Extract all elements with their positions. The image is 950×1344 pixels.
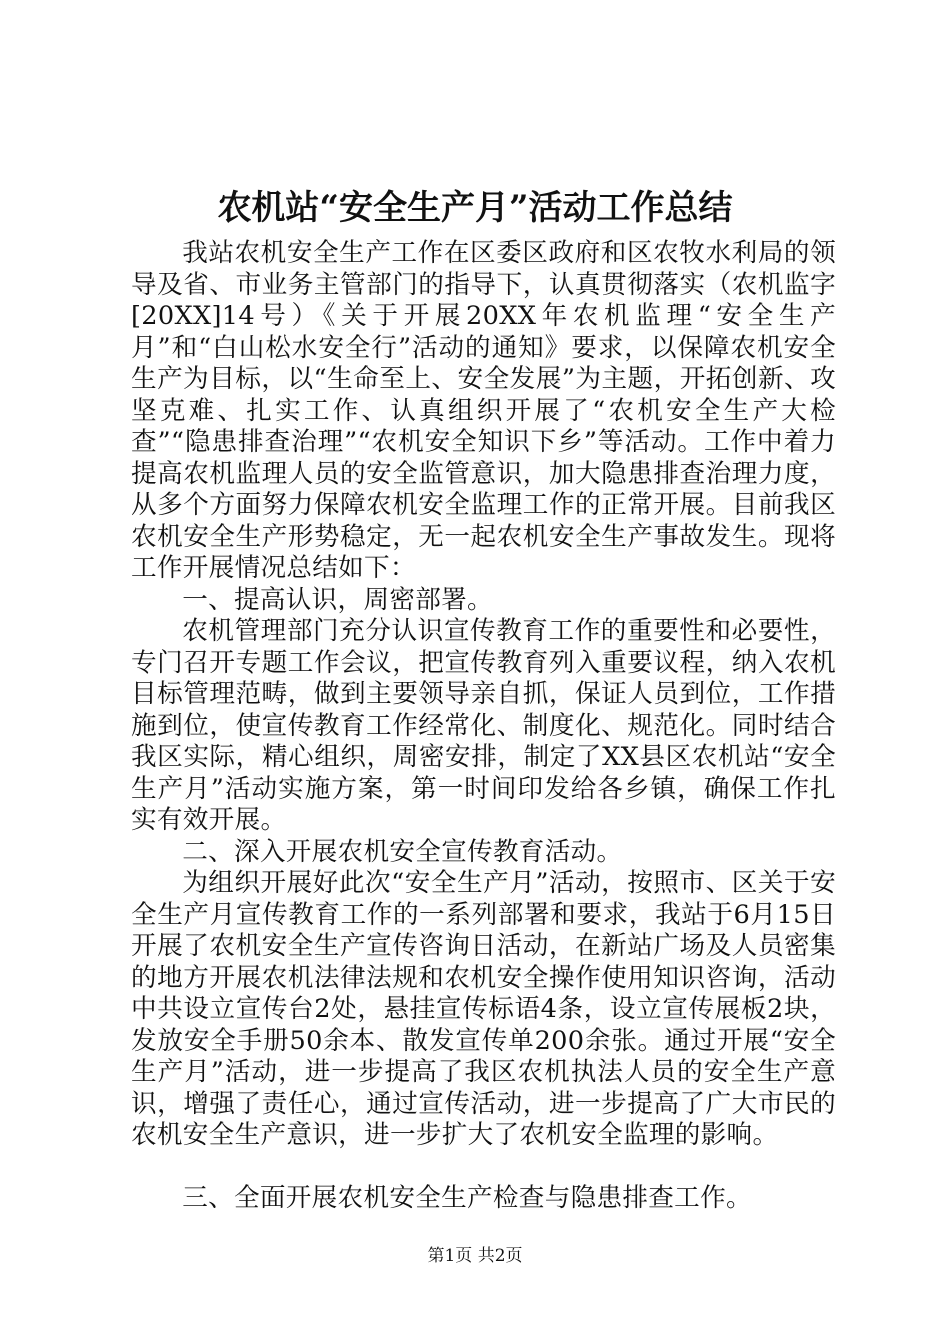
section-paragraph-2: 为组织开展好此次“安全生产月”活动，按照市、区关于安全生产月宣传教育工作的一系列部署和要求，我站于6月15日开展了农机安全生产宣传咨询日活动，在新站广场及人员密集的地方开展农机法律法规和农机安全操作使用知识咨询，活动中共设立宣传台2处，悬挂宣传标语4条，设立宣传展板2块，发放安全手册50余本、散发宣传单200余张。通过开展“安全生产月”活动，进一步提高了我区农机执法人员的安全生产意识，增强了责任心，通过宣传活动，进一步提高了广大市民的农机安全生产意识，进一步扩大了农机安全监理的影响。	[131, 868, 836, 1150]
page-number-footer: 第1页 共2页	[427, 1246, 523, 1266]
intro-paragraph: 我站农机安全生产工作在区委区政府和区农牧水利局的领导及省、市业务主管部门的指导下，认真贯彻落实（农机监字[20XX]14号）《关于开展20XX年农机监理“安全生产月”和“白山松水安全行”活动的通知》要求，以保障农机安全生产为目标，以“生命至上、安全发展”为主题，开拓创新、攻坚克难、扎实工作、认真组织开展了“农机安全生产大检查”“隐患排查治理”“农机安全知识下乡”等活动。工作中着力提高农机监理人员的安全监管意识，加大隐患排查治理力度，从多个方面努力保障农机安全监理工作的正常开展。目前我区农机安全生产形势稳定，无一起农机安全生产事故发生。现将工作开展情况总结如下：	[131, 238, 836, 583]
section-paragraph-1: 农机管理部门充分认识宣传教育工作的重要性和必要性，专门召开专题工作会议，把宣传教育列入重要议程，纳入农机目标管理范畴，做到主要领导亲自抓，保证人员到位，工作措施到位，使宣传教育工作经常化、制度化、规范化。同时结合我区实际，精心组织，周密安排，制定了XX县区农机站“安全生产月”活动实施方案，第一时间印发给各乡镇，确保工作扎实有效开展。	[131, 616, 836, 835]
section-heading-2: 二、深入开展农机安全宣传教育活动。	[182, 836, 623, 867]
section-heading-3: 三、全面开展农机安全生产检查与隐患排查工作。	[182, 1183, 752, 1213]
paragraph-spacer	[131, 1152, 836, 1184]
section-heading-1: 一、提高认识，周密部署。	[182, 584, 493, 615]
document-title: 农机站“安全生产月”活动工作总结	[217, 188, 733, 228]
document-body	[131, 238, 836, 1215]
